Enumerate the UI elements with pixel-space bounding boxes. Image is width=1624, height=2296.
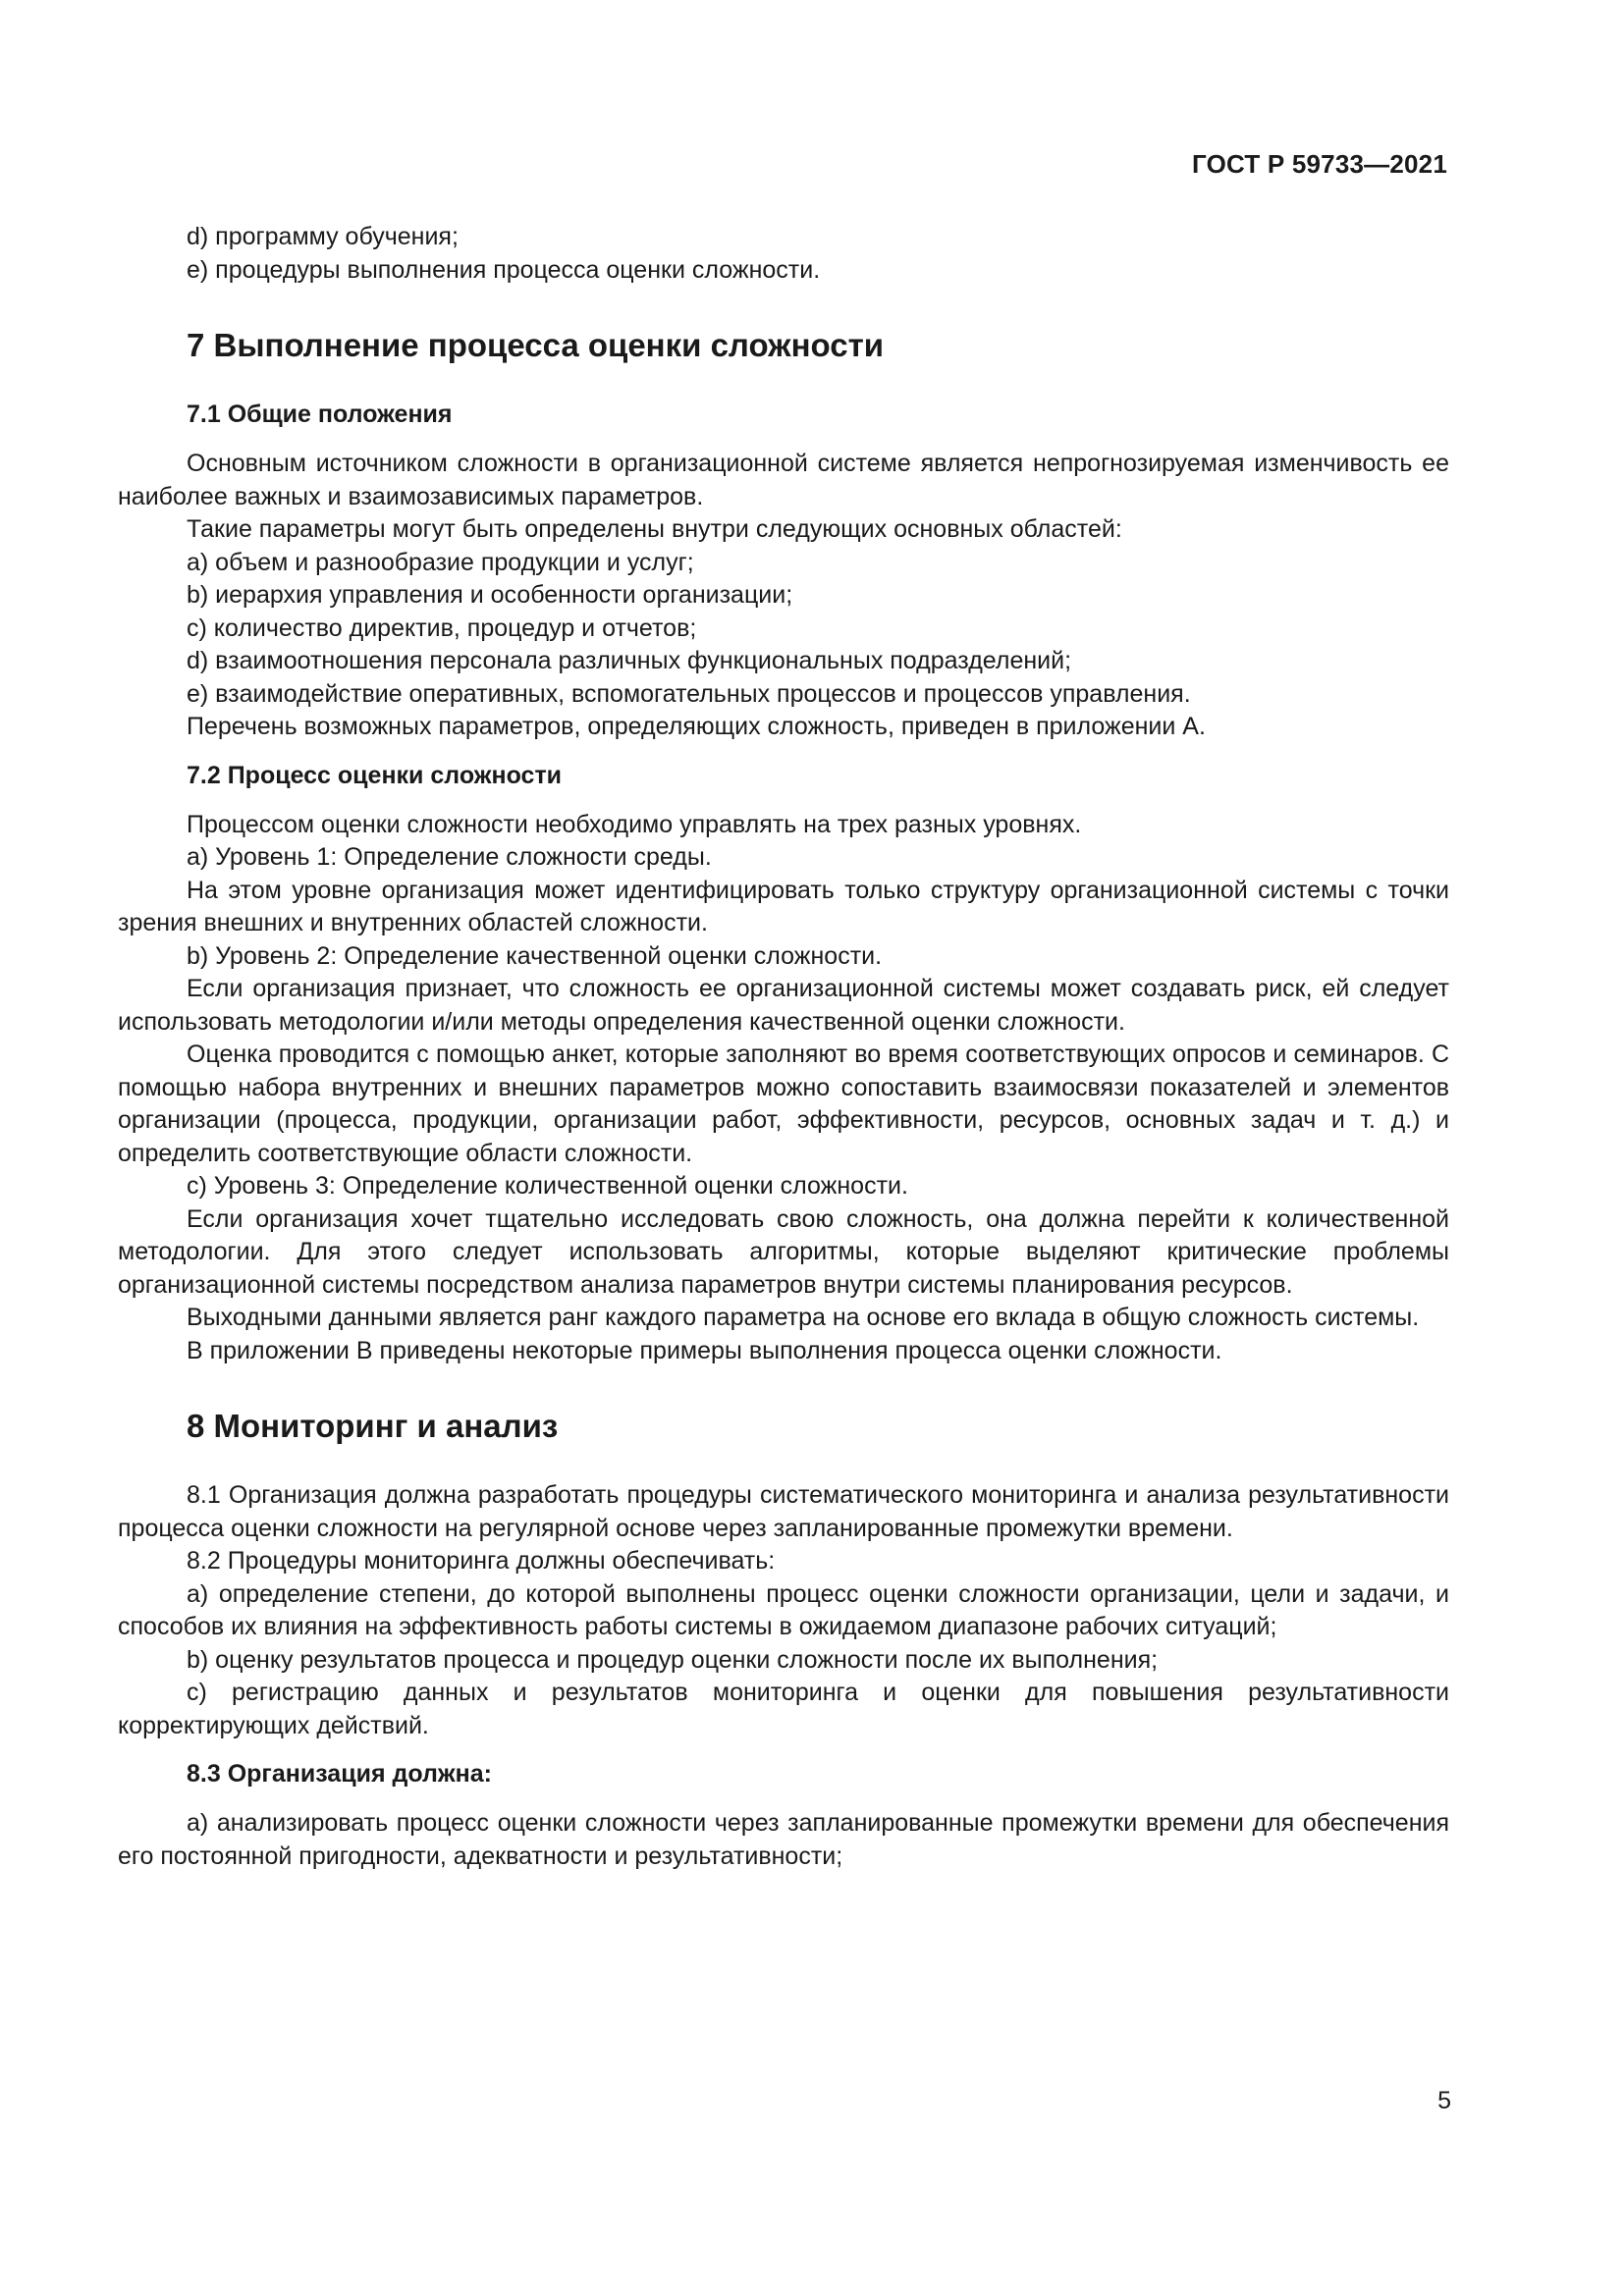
list-item: a) объем и разнообразие продукции и услуг; <box>187 548 694 576</box>
paragraph: Такие параметры могут быть определены внутри следующих основных областей: <box>187 515 1122 543</box>
paragraph: Перечень возможных параметров, определяющих сложность, приведен в приложении А. <box>187 713 1206 740</box>
list-item: b) иерархия управления и особенности организации; <box>187 581 793 609</box>
paragraph: Процессом оценки сложности необходимо управлять на трех разных уровнях. <box>187 810 1082 838</box>
list-item: c) количество директив, процедур и отчетов; <box>187 614 697 642</box>
list-item: d) программу обучения; <box>187 223 459 250</box>
list-item: d) взаимоотношения персонала различных функциональных подразделений; <box>187 647 1072 674</box>
list-item: c) Уровень 3: Определение количественной оценки сложности. <box>187 1172 908 1200</box>
list-item: b) Уровень 2: Определение качественной оценки сложности. <box>187 941 883 970</box>
page-content <box>118 221 1449 1873</box>
list-item: c) регистрацию данных и результатов мониторинга и оценки для повышения результативности корректирующих действий. <box>118 1679 1449 1739</box>
paragraph: Выходными данными является ранг каждого параметра на основе его вклада в общую сложность системы. <box>187 1304 1420 1331</box>
paragraph: 8.1 Организация должна разработать процедуры систематического мониторинга и анализа результативности процесса оценки сложности на регулярной основе через запланированные промежутки времени. <box>118 1481 1449 1542</box>
paragraph: Оценка проводится с помощью анкет, которые заполняют во время соответствующих опросов и семинаров. С помощью набора внутренних и внешних параметров можно сопоставить взаимосвязи показателей и элементов организации (процесса, продукции, организации работ, эффективности, ресурсов, основных задач и т. д.) и определить соответствующие области сложности. <box>118 1041 1449 1167</box>
list-item: a) анализировать процесс оценки сложности через запланированные промежутки времени для обеспечения его постоянной пригодности, адекватности и результативности; <box>118 1809 1449 1870</box>
paragraph: Если организация хочет тщательно исследовать свою сложность, она должна перейти к количественной методологии. Для этого следует использовать алгоритмы, которые выделяют критические проблемы организационной системы посредством анализа параметров внутри системы планирования ресурсов. <box>118 1204 1449 1299</box>
paragraph: В приложении В приведены некоторые примеры выполнения процесса оценки сложности. <box>187 1336 1222 1364</box>
paragraph: Если организация признает, что сложность ее организационной системы может создавать риск, ей следует использовать методологии и/или методы определения качественной оценки сложности. <box>118 975 1449 1036</box>
section-7-heading: 7 Выполнение процесса оценки сложности <box>187 327 885 363</box>
paragraph: На этом уровне организация может идентифицировать только структуру организационной системы с точки зрения внешних и внутренних областей сложности. <box>118 876 1449 936</box>
subsection-7-2-heading: 7.2 Процесс оценки сложности <box>187 761 563 789</box>
paragraph: Основным источником сложности в организационной системе является непрогнозируемая изменчивость ее наиболее важных и взаимозависимых параметров. <box>118 450 1449 510</box>
list-item: a) Уровень 1: Определение сложности среды. <box>187 843 712 871</box>
page-number: 5 <box>1437 2087 1451 2114</box>
section-8-heading: 8 Мониторинг и анализ <box>187 1408 559 1444</box>
document-number-header: ГОСТ Р 59733—2021 <box>1192 149 1447 179</box>
list-item: a) определение степени, до которой выполнены процесс оценки сложности организации, цели и задачи, и способов их влияния на эффективность работы системы в ожидаемом диапазоне рабочих ситуаций; <box>118 1579 1449 1640</box>
list-item: e) взаимодействие оперативных, вспомогательных процессов и процессов управления. <box>187 679 1191 708</box>
subsection-7-1-heading: 7.1 Общие положения <box>187 400 453 428</box>
list-item: b) оценку результатов процесса и процедур оценки сложности после их выполнения; <box>187 1645 1159 1674</box>
list-item: e) процедуры выполнения процесса оценки сложности. <box>187 255 821 284</box>
subsection-8-3-heading: 8.3 Организация должна: <box>187 1760 492 1788</box>
paragraph: 8.2 Процедуры мониторинга должны обеспечивать: <box>187 1547 776 1575</box>
